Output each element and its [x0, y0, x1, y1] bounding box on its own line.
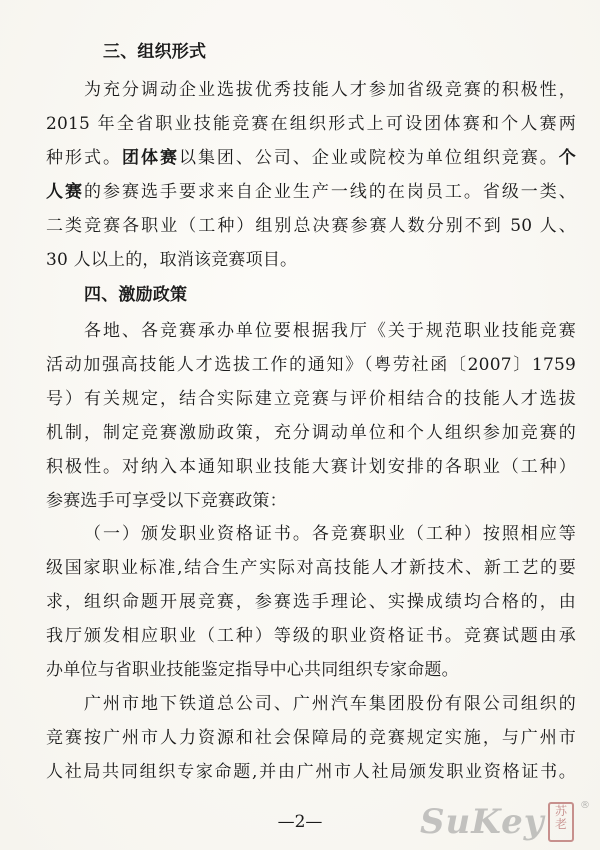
paragraph-line: 级国家职业标准,结合生产实际对高技能人才新技术、新工艺的要 [46, 558, 576, 578]
paragraph-line: 积极性。对纳入本通知职业技能大赛计划安排的各职业（工种） [46, 457, 576, 477]
paragraph-line: 竞赛按广州市人力资源和社会保障局的竞赛规定实施，与广州市 [46, 728, 576, 748]
paragraph-line: 为充分调动企业选拔优秀技能人才参加省级竞赛的积极性， [84, 80, 576, 100]
text-segment: 以集团、公司、企业或院校为单位组织竞赛。 [178, 148, 559, 168]
paragraph-line: （一）颁发职业资格证书。各竞赛职业（工种）按照相应等 [84, 524, 576, 544]
watermark-text: SuKey [420, 802, 545, 842]
registered-mark: ® [580, 800, 590, 811]
paragraph-line: 参赛选手可享受以下竞赛政策： [46, 491, 287, 511]
paragraph-line-mixed [46, 181, 576, 203]
paragraph-line-mixed [46, 147, 576, 169]
seal-stamp-icon: 苏 老 [548, 802, 574, 842]
paragraph-line: 求，组织命题开展竞赛，参赛选手理论、实操成绩均合格的，由 [46, 592, 576, 612]
section-heading: 四、激励政策 [84, 285, 188, 305]
paragraph-line: 30 人以上的，取消该竞赛项目。 [46, 250, 298, 270]
paragraph-line: 2015 年全省职业技能竞赛在组织形式上可设团体赛和个人赛两 [46, 114, 576, 134]
paragraph-line: 机制，制定竞赛激励政策，充分调动单位和个人组织参加竞赛的 [46, 423, 576, 443]
paragraph-line: 活动加强高技能人才选拔工作的通知》（粤劳社函〔2007〕1759 [46, 355, 576, 375]
text-segment: 种形式。 [46, 148, 122, 168]
paragraph-line: 号）有关规定，结合实际建立竞赛与评价相结合的技能人才选拔 [46, 389, 576, 409]
watermark-logo [420, 800, 595, 844]
paragraph-line: 各地、各竞赛承办单位要根据我厅《关于规范职业技能竞赛 [84, 321, 576, 341]
paragraph-line: 二类竞赛各职业（工种）组别总决赛参赛人数分别不到 50 人、 [46, 216, 576, 236]
paragraph-line: 人社局共同组织专家命题,并由广州市人社局颁发职业资格证书。 [46, 762, 576, 782]
section-heading: 三、组织形式 [103, 42, 207, 62]
paragraph-line: 我厅颁发相应职业（工种）等级的职业资格证书。竞赛试题由承 [46, 626, 576, 646]
page-number: —2— [277, 812, 323, 832]
text-segment: 的参赛选手要求来自企业生产一线的在岗员工。省级一类、 [83, 182, 576, 202]
bold-term: 人赛 [46, 182, 84, 202]
paragraph-line: 广州市地下铁道总公司、广州汽车集团股份有限公司组织的 [84, 694, 576, 714]
bold-term: 个 [558, 148, 576, 168]
bold-term: 团体赛 [121, 148, 179, 168]
paragraph-line: 办单位与省职业技能鉴定指导中心共同组织专家命题。 [46, 660, 459, 680]
